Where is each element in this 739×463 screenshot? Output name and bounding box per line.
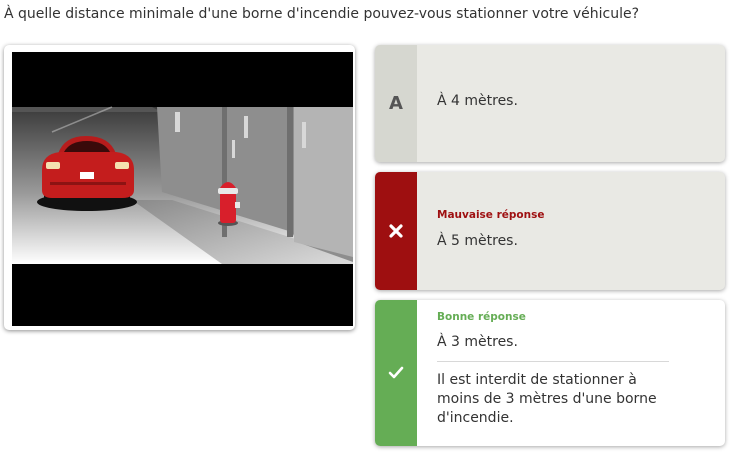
question-illustration: [12, 52, 353, 326]
cross-icon: [389, 224, 403, 238]
check-icon: [388, 366, 404, 380]
answer-letter: A: [389, 93, 403, 114]
correct-answer-label: Bonne réponse: [437, 311, 526, 323]
answer-c-body: [417, 300, 725, 446]
answer-option-a[interactable]: [375, 45, 725, 162]
answer-c-status-panel: [375, 300, 417, 446]
answer-option-c[interactable]: [375, 300, 725, 446]
wrong-answer-label: Mauvaise réponse: [437, 209, 545, 221]
question-text: À quelle distance minimale d'une borne d'incendie pouvez-vous stationner votre véhicule?: [4, 6, 640, 22]
answer-explanation: Il est interdit de stationner à moins de 3 mètres d'une borne d'incendie.: [437, 372, 657, 426]
answer-b-status-panel: [375, 172, 417, 290]
answer-b-body: [417, 172, 725, 290]
explanation-divider: [437, 361, 669, 362]
answer-a-letter-panel: [375, 45, 417, 162]
question-image-card: [4, 45, 355, 330]
answer-b-text: À 5 mètres.: [437, 233, 518, 249]
answer-c-text: À 3 mètres.: [437, 334, 518, 350]
answer-option-b[interactable]: [375, 172, 725, 290]
answer-a-body: [417, 45, 725, 162]
answer-a-text: À 4 mètres.: [437, 93, 518, 109]
